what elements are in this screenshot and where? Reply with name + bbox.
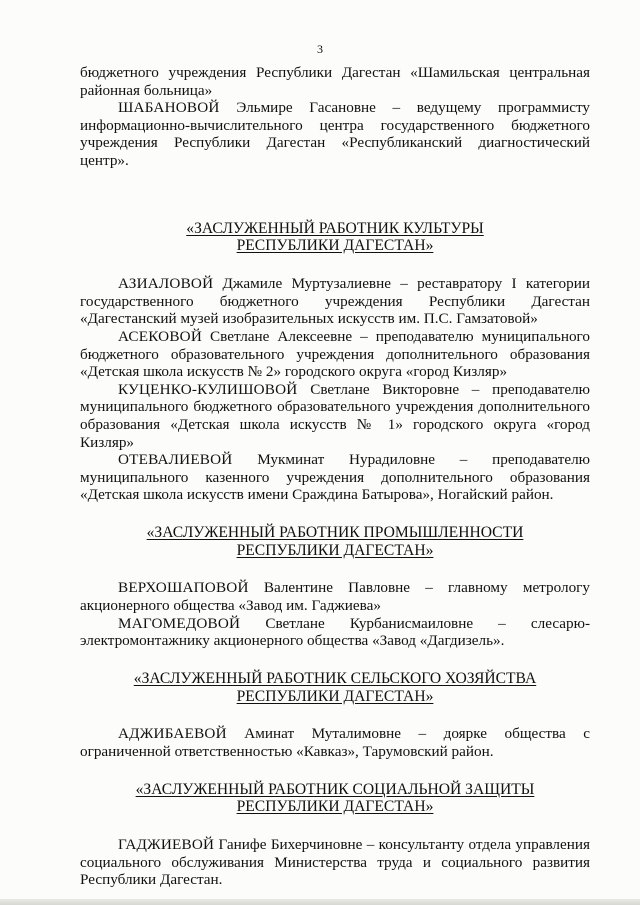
section-entries-social <box>80 836 590 889</box>
section-heading-line: «ЗАСЛУЖЕННЫЙ РАБОТНИК КУЛЬТУРЫ <box>186 219 484 237</box>
section-heading-culture <box>80 220 590 256</box>
award-entry <box>80 725 590 760</box>
section-heading-line: «ЗАСЛУЖЕННЫЙ РАБОТНИК СЕЛЬСКОГО ХОЗЯЙСТВА <box>133 669 537 687</box>
recipient-name: КУЦЕНКО-КУЛИШОВОЙ <box>118 380 298 398</box>
recipient-details: Светлане Викторовне – преподавателю муниципального бюджетного образовательного учреждения дополнительного образования «Детская школа искусств № 1» городского округа «город Кизляр» <box>80 380 590 451</box>
recipient-name: АСЕКОВОЙ <box>118 327 203 345</box>
award-entry <box>80 451 590 504</box>
recipient-details: Валентине Павловне – главному метрологу акционерного общества «Завод им. Гаджиева» <box>80 579 590 615</box>
recipient-name: ГАДЖИЕВОЙ <box>118 836 215 854</box>
award-entry <box>80 381 590 451</box>
recipient-name: ОТЕВАЛИЕВОЙ <box>118 451 233 469</box>
section-entries-agriculture <box>80 725 590 760</box>
section-heading-line: «ЗАСЛУЖЕННЫЙ РАБОТНИК ПРОМЫШЛЕННОСТИ <box>146 523 524 541</box>
intro-entry <box>80 99 590 169</box>
section-entries-culture <box>80 275 590 504</box>
section-heading-agriculture <box>80 670 590 706</box>
recipient-details: Мукминат Нурадиловне – преподавателю муниципального казенного учреждения дополнительного образования «Детская школа искусств имени Сраждина Батырова», Ногайский район. <box>80 451 590 504</box>
award-entry <box>80 328 590 381</box>
section-heading-line: РЕСПУБЛИКИ ДАГЕСТАН» <box>236 237 434 255</box>
section-heading-line: РЕСПУБЛИКИ ДАГЕСТАН» <box>236 798 434 816</box>
section-entries-industry <box>80 579 590 649</box>
section-heading-line: РЕСПУБЛИКИ ДАГЕСТАН» <box>236 687 434 705</box>
recipient-details: Аминат Муталимовне – доярке общества с ограниченной ответственностью «Кавказ», Тарумовский район. <box>80 725 590 761</box>
recipient-name: ВЕРХОШАПОВОЙ <box>118 579 249 597</box>
recipient-details: Ганифе Бихерчиновне – консультанту отдела управления социального обслуживания Министерства труда и социального развития Республики Дагестан. <box>80 836 590 889</box>
recipient-name: МАГОМЕДОВОЙ <box>118 614 241 632</box>
scan-edge <box>0 899 640 905</box>
recipient-details: Джамиле Муртузалиевне – реставратору I категории государственного бюджетного учреждения Республики Дагестан «Дагестанский музей изобразительных искусств им. П.С. Гамзатовой» <box>80 275 590 328</box>
award-entry <box>80 579 590 614</box>
document-body <box>80 64 590 889</box>
award-entry <box>80 615 590 650</box>
award-entry <box>80 836 590 889</box>
section-heading-line: РЕСПУБЛИКИ ДАГЕСТАН» <box>236 541 434 559</box>
recipient-name: ШАБАНОВОЙ <box>118 99 220 117</box>
recipient-details: Светлане Алексеевне – преподавателю муниципального бюджетного образовательного учреждения дополнительного образования «Детская школа искусств № 2» городского округа «город Кизляр» <box>80 327 590 381</box>
section-heading-industry <box>80 524 590 560</box>
award-entry <box>80 275 590 328</box>
page-number: 3 <box>317 42 323 56</box>
intro-paragraph: бюджетного учреждения Республики Дагестан «Шамильская центральная районная больница» <box>80 64 590 99</box>
recipient-details: Эльмире Гасановне – ведущему программисту информационно-вычислительного центра государственного бюджетного учреждения Республики Дагестан «Республиканский диагностический центр». <box>80 99 590 169</box>
section-heading-line: «ЗАСЛУЖЕННЫЙ РАБОТНИК СОЦИАЛЬНОЙ ЗАЩИТЫ <box>135 780 535 798</box>
recipient-details: Светлане Курбанисмаиловне – слесарю-электромонтажнику акционерного общества «Завод «Дагдизель». <box>80 614 590 650</box>
recipient-name: АДЖИБАЕВОЙ <box>118 725 227 743</box>
recipient-name: АЗИАЛОВОЙ <box>118 275 214 293</box>
section-heading-social <box>80 781 590 817</box>
